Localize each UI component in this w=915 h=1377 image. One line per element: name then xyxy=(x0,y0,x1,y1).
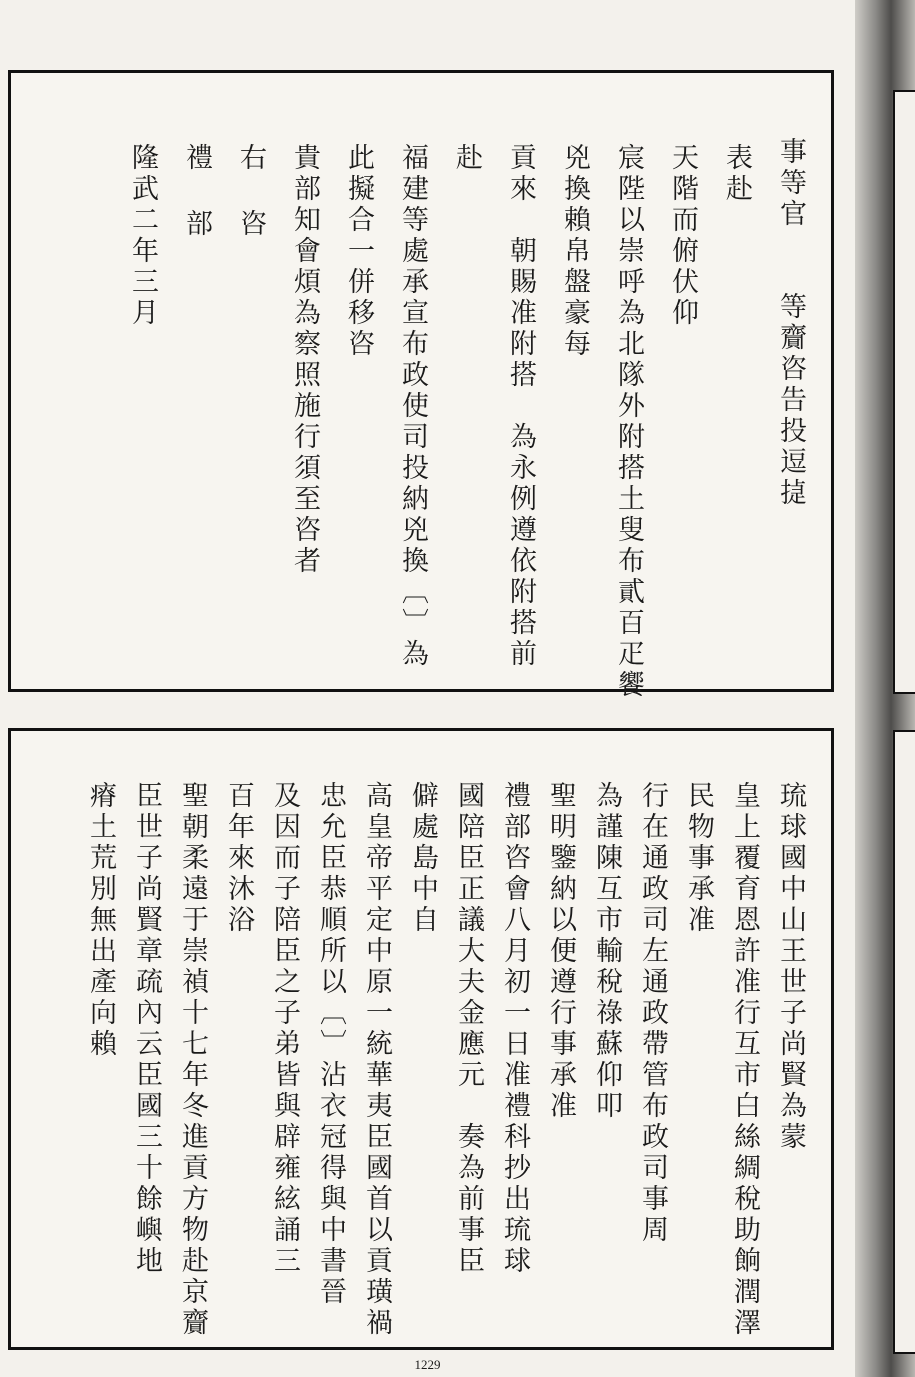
vertical-text-column: 臣世子尚賢章疏內云臣國三十餘嶼地 xyxy=(131,781,162,1277)
vertical-text-column: 國陪臣正議大夫金應元 奏為前事臣 xyxy=(453,781,484,1277)
vertical-text-column: 福建等處承宣布政使司投納兇換〔〕為 xyxy=(397,143,428,670)
page-number: 1229 xyxy=(414,1357,441,1372)
vertical-text-column: 聖明鑒納以便遵行事承准 xyxy=(545,781,576,1122)
top-columns xyxy=(11,73,831,701)
vertical-text-column: 皇上覆育恩許准行互市白絲綢稅助餉潤澤 xyxy=(729,781,760,1339)
bottom-text-panel xyxy=(8,728,834,1350)
vertical-text-column: 瘠土荒別無出產向賴 xyxy=(85,781,116,1060)
bottom-columns xyxy=(11,731,831,1347)
vertical-text-column: 兇換賴帛盤豪每 xyxy=(559,143,590,360)
top-text-panel xyxy=(8,70,834,701)
vertical-text-column: 天階而俯伏仰 xyxy=(667,143,698,329)
vertical-text-column: 禮 部 xyxy=(181,143,212,242)
vertical-text-column: 琉球國中山王世子尚賢為蒙 xyxy=(775,781,806,1153)
vertical-text-column: 百年來沐浴 xyxy=(223,781,254,936)
vertical-text-column: 右 咨 xyxy=(235,143,266,242)
vertical-text-column: 忠允臣恭順所以〔〕沾衣冠得與中書晉 xyxy=(315,781,346,1308)
vertical-text-column: 及因而子陪臣之子弟皆與辟雍絃誦三 xyxy=(269,781,300,1277)
vertical-text-column: 為謹陳互市輸稅祿蘇仰叩 xyxy=(591,781,622,1122)
vertical-text-column: 此擬合一併移咨 xyxy=(343,143,374,360)
book-gutter xyxy=(855,0,915,1377)
vertical-text-column: 僻處島中自 xyxy=(407,781,438,936)
adjacent-page-edge-bottom xyxy=(893,730,915,1354)
vertical-text-column: 行在通政司左通政帶管布政司事周 xyxy=(637,781,668,1246)
vertical-text-column: 貢來 朝賜准附搭 為永例遵依附搭前 xyxy=(505,143,536,670)
vertical-text-column: 禮部咨會八月初一日准禮科抄出琉球 xyxy=(499,781,530,1277)
vertical-text-column: 隆武二年三月 xyxy=(127,143,158,329)
vertical-text-column: 事等官 等齎咨告投逗㨗 xyxy=(775,137,806,509)
vertical-text-column: 高皇帝平定中原一統華夷臣國首以貢璜禍 xyxy=(361,781,392,1339)
vertical-text-column: 表赴 xyxy=(721,143,752,205)
vertical-text-column: 民物事承准 xyxy=(683,781,714,936)
adjacent-page-edge-top xyxy=(893,90,915,694)
vertical-text-column: 聖朝柔遠于崇禎十七年冬進貢方物赴京齎 xyxy=(177,781,208,1339)
vertical-text-column: 貴部知會煩為察照施行須至咨者 xyxy=(289,143,320,577)
vertical-text-column: 赴 xyxy=(451,143,482,174)
vertical-text-column: 宸陛以崇呼為北隊外附搭土叟布貳百疋饗 xyxy=(613,143,644,701)
